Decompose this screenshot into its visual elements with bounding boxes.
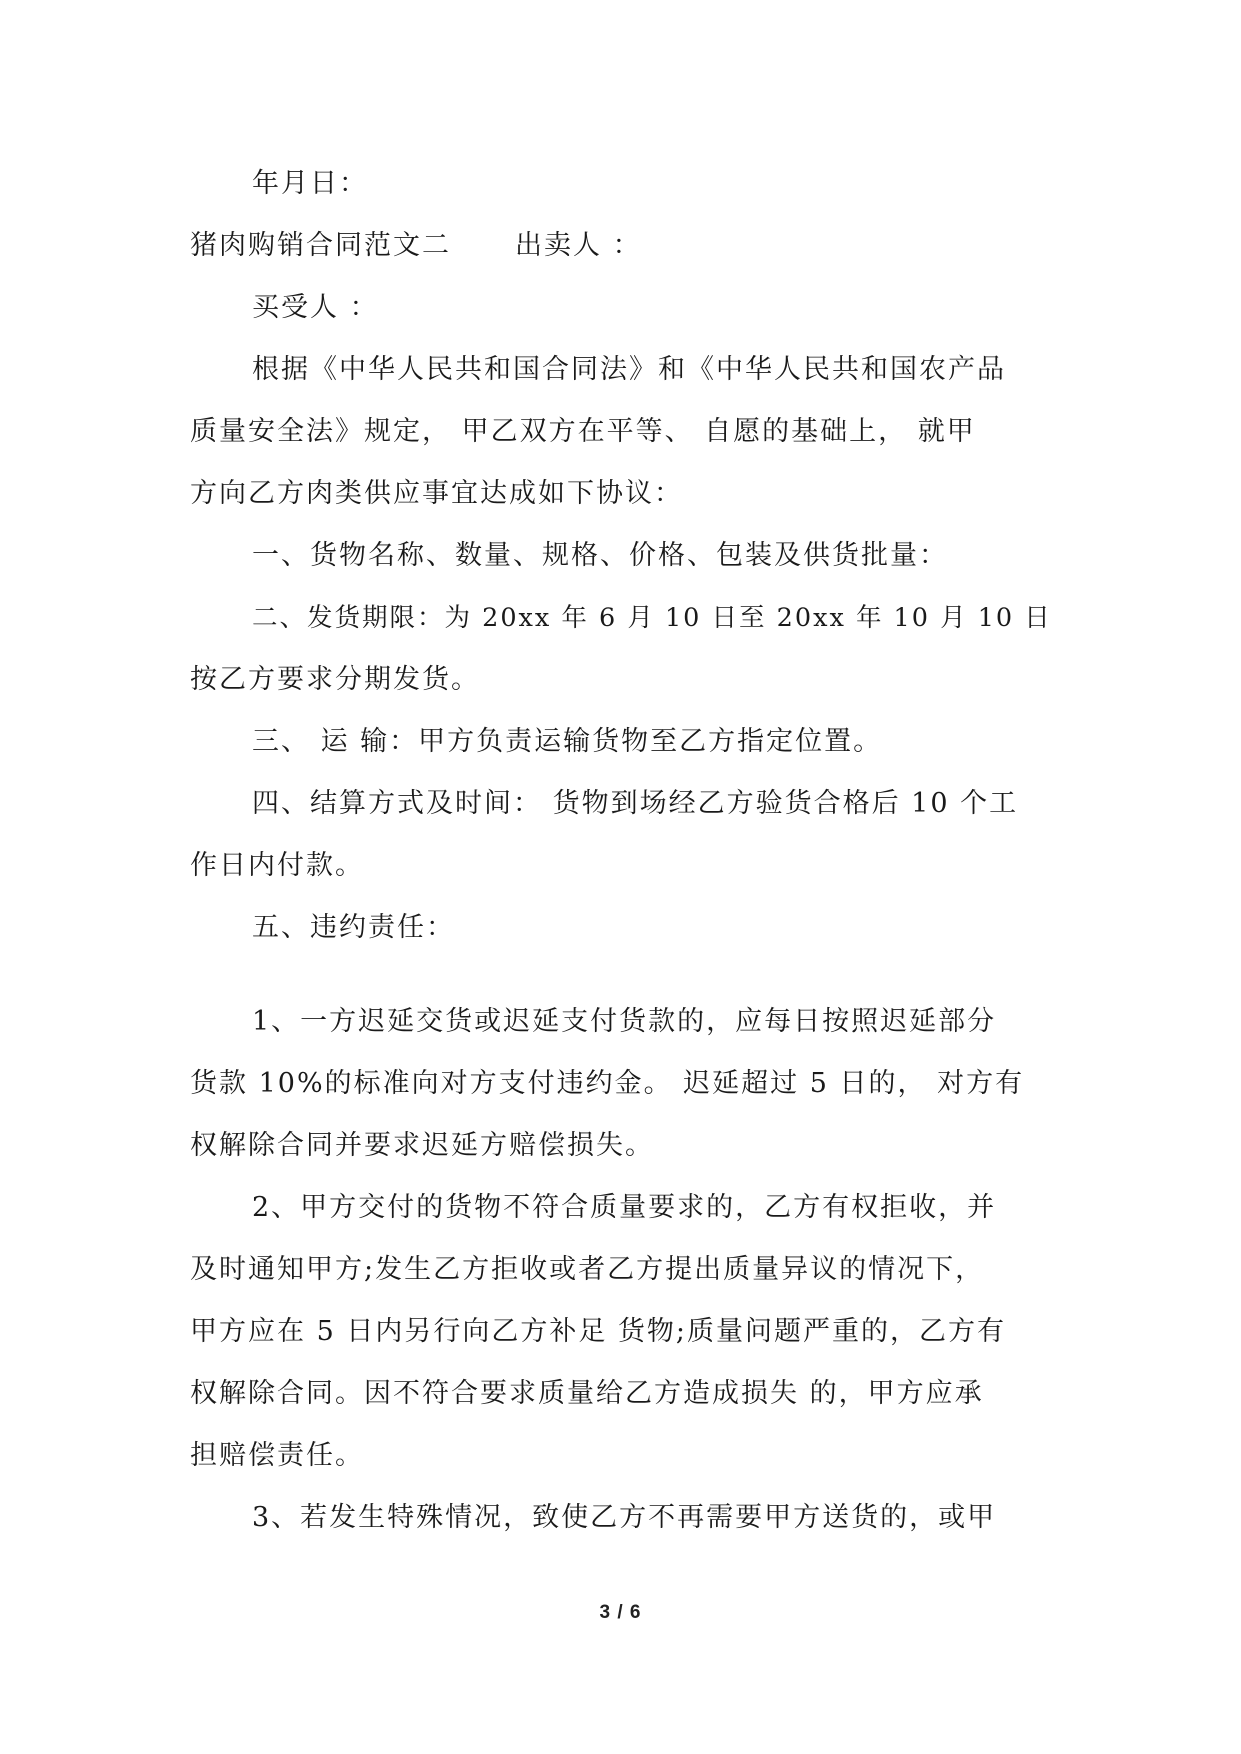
text-line: 及时通知甲方;发生乙方拒收或者乙方提出质量异议的情况下，: [190, 1254, 985, 1285]
text-line: 权解除合同并要求迟延方赔偿损失。: [190, 1130, 654, 1161]
text-line: 2、甲方交付的货物不符合质量要求的，乙方有权拒收，并: [252, 1192, 997, 1223]
text-line: 方向乙方肉类供应事宜达成如下协议：: [190, 478, 683, 509]
section-heading: 一、货物名称、数量、规格、价格、包装及供货批量：: [252, 540, 948, 571]
text-line: [190, 226, 1060, 266]
document-title: 猪肉购销合同范文二: [190, 230, 451, 261]
buyer-label: 买受人 ：: [252, 292, 379, 323]
text-line: 货款 10%的标准向对方支付违约金。 迟延超过 5 日的， 对方有: [190, 1068, 1025, 1099]
page-number: 3 / 6: [599, 1602, 642, 1623]
text-line: 二、发货期限：为 20xx 年 6 月 10 日至 20xx 年 10 月 10 日: [252, 603, 1052, 633]
text-line: 质量安全法》规定， 甲乙双方在平等、 自愿的基础上， 就甲: [190, 416, 976, 447]
text-line: 四、结算方式及时间： 货物到场经乙方验货合格后 10 个工: [252, 788, 1019, 819]
seller-label: 出卖人 ：: [515, 230, 642, 261]
text-line: 按乙方要求分期发货。: [190, 664, 480, 695]
text-line: 权解除合同。因不符合要求质量给乙方造成损失 的，甲方应承: [190, 1378, 984, 1409]
section-heading: 三、 运 输：甲方负责运输货物至乙方指定位置。: [252, 726, 883, 757]
text-line: 担赔偿责任。: [190, 1440, 364, 1471]
text-line: 3、若发生特殊情况，致使乙方不再需要甲方送货的，或甲: [252, 1502, 997, 1533]
section-heading: 五、违约责任：: [252, 912, 455, 943]
text-line: 作日内付款。: [190, 850, 364, 881]
text-line: 1、一方迟延交货或迟延支付货款的，应每日按照迟延部分: [252, 1006, 997, 1037]
text-line: 年月日：: [252, 168, 368, 199]
text-line: 甲方应在 5 日内另行向乙方补足 货物;质量问题严重的，乙方有: [190, 1316, 1007, 1347]
text-line: 根据《中华人民共和国合同法》和《中华人民共和国农产品: [252, 354, 1006, 385]
